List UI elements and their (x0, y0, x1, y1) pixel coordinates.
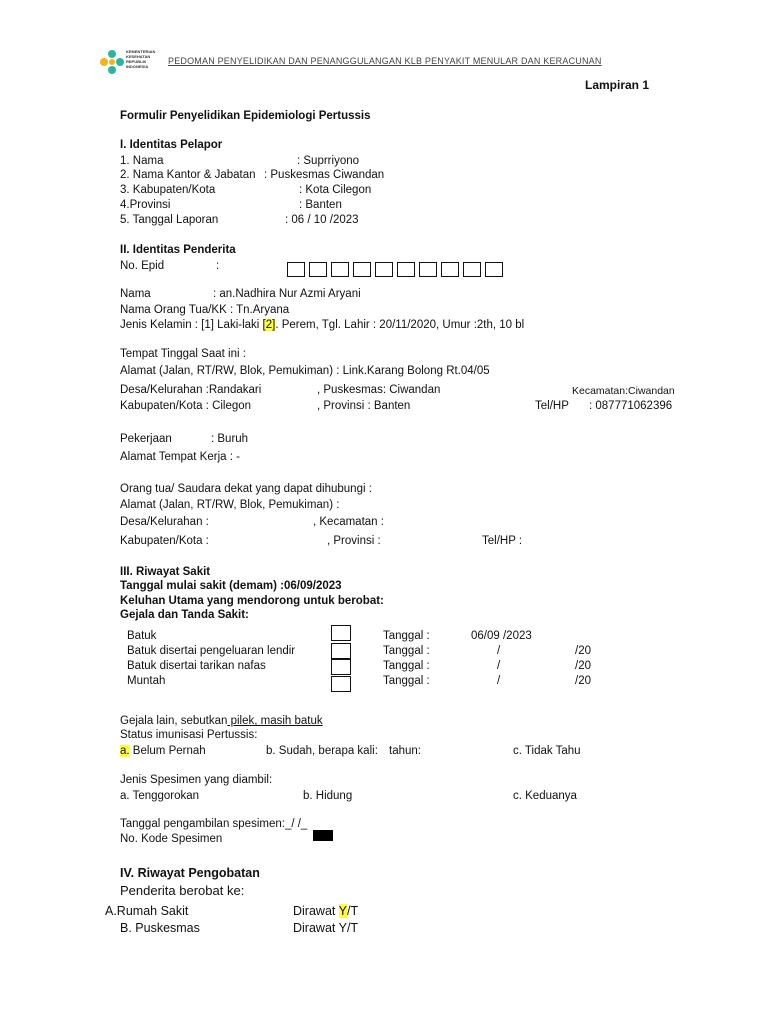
symptom-checkbox[interactable] (331, 659, 351, 675)
reporter-name-value: : Suprriyono (297, 155, 360, 167)
residence-puskesmas: , Puskesmas: Ciwandan (317, 384, 441, 396)
epid-box[interactable] (375, 262, 393, 277)
immunization-selected-marker: a. (120, 745, 130, 757)
hospital-admitted-rest: /T (346, 904, 359, 918)
hospital-label: A.Rumah Sakit (105, 904, 189, 918)
contact-phone: Tel/HP : (482, 535, 523, 547)
symptom-date-label: Tanggal : (383, 660, 430, 672)
phone-value: : 087771062396 (589, 400, 673, 412)
epid-colon: : (216, 260, 220, 272)
residence-province: , Provinsi : Banten (317, 400, 411, 412)
specimen-option-b: b. Hidung (303, 790, 353, 802)
immunization-option-a (120, 745, 206, 757)
reporter-name-label: 1. Nama (120, 155, 164, 167)
epid-box[interactable] (309, 262, 327, 277)
hospital-admitted-label: Dirawat (293, 904, 339, 918)
other-symptoms (120, 715, 323, 727)
patient-name-label: Nama (120, 288, 151, 300)
other-symptoms-label: Gejala lain, sebutkan (120, 715, 228, 727)
symptom-date: / (497, 675, 501, 687)
reporter-city-value: : Kota Cilegon (299, 184, 372, 196)
hospital-admitted (293, 904, 358, 918)
ministry-logo (100, 46, 170, 76)
immunization-option-b: b. Sudah, berapa kali: (266, 745, 378, 757)
epid-box[interactable] (331, 262, 349, 277)
symptom-name: Batuk disertai pengeluaran lendir (127, 645, 296, 657)
symptom-checkbox[interactable] (331, 676, 351, 692)
symptom-date-label: Tanggal : (383, 675, 430, 687)
symptom-date: 06/09 /2023 (471, 630, 532, 642)
symptom-date-label: Tanggal : (383, 630, 430, 642)
phone-label: Tel/HP (535, 400, 569, 412)
gender-selected: [2] (262, 319, 276, 331)
contact-district: , Kecamatan : (313, 516, 384, 528)
immunization-option-a-text: Belum Pernah (129, 745, 206, 757)
symptom-year: /20 (575, 675, 591, 687)
reporter-office-value: : Puskesmas Ciwandan (264, 169, 385, 181)
symptom-year: /20 (575, 660, 591, 672)
epid-box[interactable] (287, 262, 305, 277)
residence-district: Kecamatan:Ciwandan (572, 385, 675, 397)
logo-mark-icon (100, 50, 124, 74)
contact-city: Kabupaten/Kota : (120, 535, 209, 547)
symptom-name: Muntah (127, 675, 166, 687)
report-date-value: : 06 / 10 /2023 (285, 214, 359, 226)
residence-village: Desa/Kelurahan :Randakari (120, 384, 262, 396)
specimen-option-a: a. Tenggorokan (120, 790, 200, 802)
symptom-checkbox[interactable] (331, 643, 351, 659)
gender-text: Jenis Kelamin : [1] Laki-laki (120, 319, 263, 331)
reporter-province-value: : Banten (299, 199, 342, 211)
symptoms-heading: Gejala dan Tanda Sakit: (120, 609, 249, 621)
specimen-date: Tanggal pengambilan spesimen:_/ /_ (120, 818, 308, 830)
specimen-code-label: No. Kode Spesimen (120, 833, 223, 845)
epid-label: No. Epid (120, 260, 165, 272)
logo-text-line: KESEHATAN (126, 54, 151, 59)
puskesmas-admitted: Dirawat Y/T (293, 921, 359, 935)
dob-age-text: . Perem, Tgl. Lahir : 20/11/2020, Umur :2th, 10 bl (275, 319, 525, 331)
reporter-province-label: 4.Provinsi (120, 199, 171, 211)
gender-dob-line (120, 319, 524, 331)
symptom-checkbox[interactable] (331, 625, 351, 641)
other-symptoms-value: pilek, masih batuk (227, 715, 323, 727)
section-heading-reporter: I. Identitas Pelapor (120, 139, 223, 151)
workplace-address: Alamat Tempat Kerja : - (120, 451, 240, 463)
symptom-date: / (497, 645, 501, 657)
specimen-option-c: c. Keduanya (513, 790, 577, 802)
parent-name: Nama Orang Tua/KK : Tn.Aryana (120, 304, 290, 316)
symptom-name: Batuk (127, 630, 157, 642)
symptom-year: /20 (575, 645, 591, 657)
contact-province: , Provinsi : (327, 535, 381, 547)
residence-city: Kabupaten/Kota : Cilegon (120, 400, 252, 412)
occupation-label: Pekerjaan (120, 433, 172, 445)
specimen-type-label: Jenis Spesimen yang diambil: (120, 774, 273, 786)
puskesmas-label: B. Puskesmas (120, 921, 200, 935)
section-heading-history: III. Riwayat Sakit (120, 566, 211, 578)
section-heading-patient: II. Identitas Penderita (120, 244, 236, 256)
residence-address: Alamat (Jalan, RT/RW, Blok, Pemukiman) : Link.Karang Bolong Rt.04/05 (120, 365, 490, 377)
epid-box[interactable] (397, 262, 415, 277)
symptom-date: / (497, 660, 501, 672)
section-heading-treatment: IV. Riwayat Pengobatan (120, 866, 260, 880)
running-title: PEDOMAN PENYELIDIKAN DAN PENANGGULANGAN KLB PENYAKIT MENULAR DAN KERACUNAN (168, 56, 602, 66)
residence-label: Tempat Tinggal Saat ini : (120, 348, 246, 360)
patient-name-value: : an.Nadhira Nur Azmi Aryani (213, 288, 361, 300)
symptom-name: Batuk disertai tarikan nafas (127, 660, 266, 672)
contact-label: Orang tua/ Saudara dekat yang dapat dihubungi : (120, 483, 372, 495)
attachment-label: Lampiran 1 (585, 78, 650, 92)
symptom-date-label: Tanggal : (383, 645, 430, 657)
hospital-admitted-selected: Y (338, 904, 347, 918)
immunization-year: tahun: (389, 745, 421, 757)
main-complaint: Keluhan Utama yang mendorong untuk berobat: (120, 595, 384, 607)
epid-box[interactable] (353, 262, 371, 277)
report-date-label: 5. Tanggal Laporan (120, 214, 219, 226)
epid-box[interactable] (419, 262, 437, 277)
immunization-option-c: c. Tidak Tahu (513, 745, 581, 757)
treatment-destination-label: Penderita berobat ke: (120, 883, 245, 898)
immunization-status-label: Status imunisasi Pertussis: (120, 729, 258, 741)
logo-text-line: KEMENTERIAN (126, 49, 156, 54)
reporter-office-label: 2. Nama Kantor & Jabatan (120, 169, 256, 181)
epid-box[interactable] (441, 262, 459, 277)
logo-text-line: INDONESIA (126, 64, 149, 69)
contact-village: Desa/Kelurahan : (120, 516, 209, 528)
onset-date: Tanggal mulai sakit (demam) :06/09/2023 (120, 580, 342, 592)
epid-box[interactable] (485, 262, 503, 277)
redaction-bar (313, 830, 333, 841)
form-title: Formulir Penyelidikan Epidemiologi Pertussis (120, 110, 371, 122)
occupation-value: : Buruh (211, 433, 249, 445)
contact-address: Alamat (Jalan, RT/RW, Blok, Pemukiman) : (120, 499, 340, 511)
logo-text-line: REPUBLIK (126, 59, 147, 64)
epid-box[interactable] (463, 262, 481, 277)
reporter-city-label: 3. Kabupaten/Kota (120, 184, 216, 196)
